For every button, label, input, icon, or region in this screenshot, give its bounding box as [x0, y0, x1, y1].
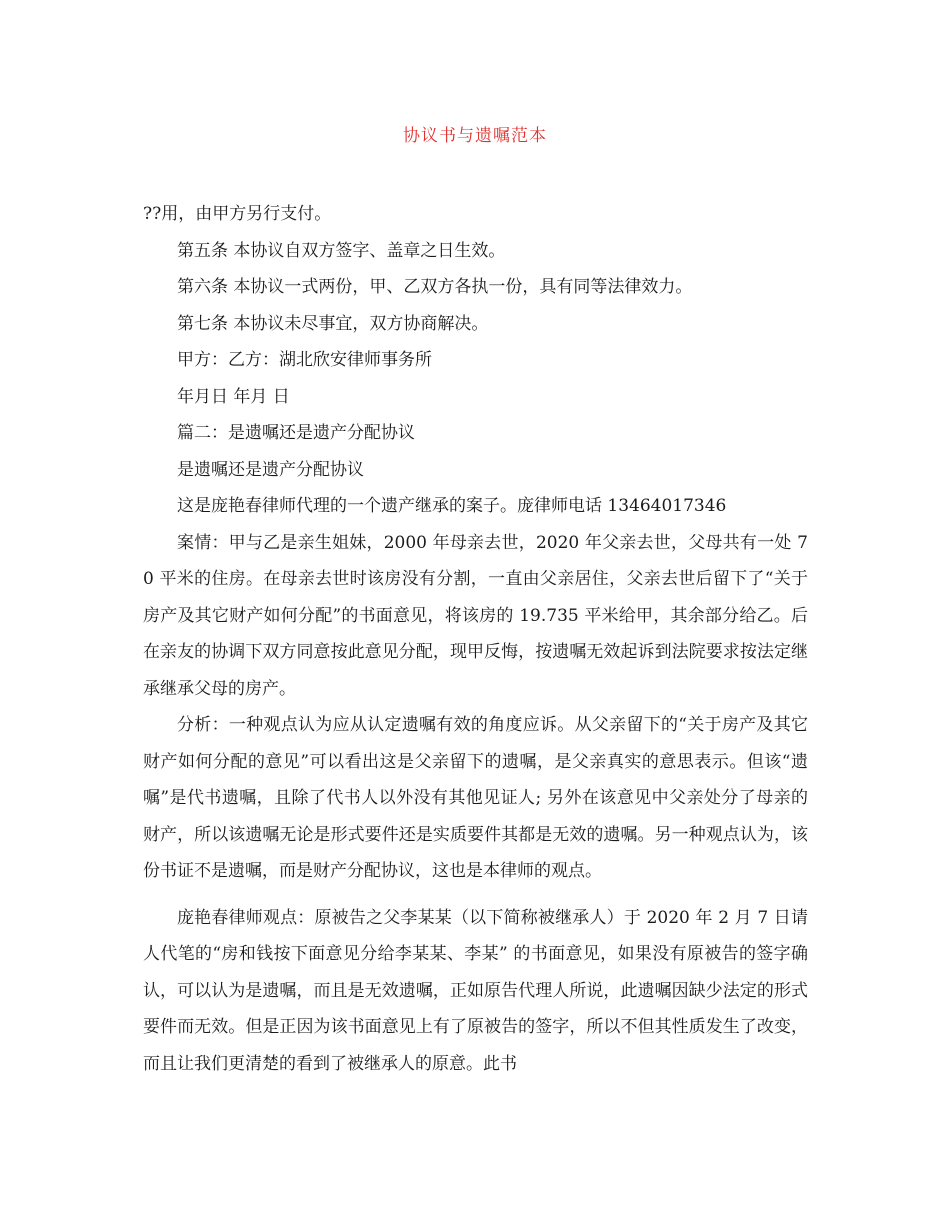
paragraph-analysis: 分析：一种观点认为应从认定遗嘱有效的角度应诉。从父亲留下的“关于房产及其它财产如何分配的意见”可以看出这是父亲留下的遗嘱，是父亲真实的意思表示。但该“遗嘱”是代书遗嘱，且除了代书人以外没有其他见证人; 另外在该意见中父亲处分了母亲的财产，所以该遗嘱无论是形式要件还是实质要件其都是无效的遗嘱。另一种观点认为，该份书证不是遗嘱，而是财产分配协议，这也是本律师的观点。	[143, 715, 808, 881]
paragraph-fee-continuation: ??用，由甲方另行支付。	[143, 204, 332, 224]
paragraph-section-2-title: 是遗嘱还是遗产分配协议	[177, 459, 364, 480]
paragraph-intro: 这是庞艳春律师代理的一个遗产继承的案子。庞律师电话 13464017346	[177, 496, 727, 516]
document-body	[143, 196, 808, 1082]
paragraph-article-6: 第六条 本协议一式两份，甲、乙双方各执一份，具有同等法律效力。	[177, 277, 693, 297]
paragraph-lawyer-opinion: 庞艳春律师观点：原被告之父李某某（以下简称被继承人）于 2020 年 2 月 7 日请人代笔的“房和钱按下面意见分给李某某、李某” 的书面意见，如果没有原被告的签字确认，可以认为是遗嘱，而且是无效遗嘱，正如原告代理人所说，此遗嘱因缺少法定的形式要件而无效。但是正因为该书面意见上有了原被告的签字，所以不但其性质发生了改变，而且让我们更清楚的看到了被继承人的原意。此书	[143, 907, 808, 1074]
paragraph-section-2-heading: 篇二：是遗嘱还是遗产分配协议	[177, 423, 415, 443]
paragraph-article-5: 第五条 本协议自双方签字、盖章之日生效。	[177, 240, 506, 261]
paragraph-parties: 甲方：乙方：湖北欣安律师事务所	[177, 350, 432, 370]
paragraph-case-facts: 案情：甲与乙是亲生姐妹，2000 年母亲去世，2020 年父亲去世，父母共有一处 70 平米的住房。在母亲去世时该房没有分割，一直由父亲居住，父亲去世后留下了“关于房产及其它财产如何分配”的书面意见，将该房的 19.735 平米给甲，其余部分给乙。后在亲友的协调下双方同意按此意见分配，现甲反悔，按遗嘱无效起诉到法院要求按法定继承继承父母的房产。	[143, 532, 808, 699]
paragraph-dates: 年月日 年月 日	[177, 386, 290, 407]
document-title: 协议书与遗嘱范本	[403, 126, 547, 146]
paragraph-article-7: 第七条 本协议未尽事宜，双方协商解决。	[177, 313, 489, 334]
